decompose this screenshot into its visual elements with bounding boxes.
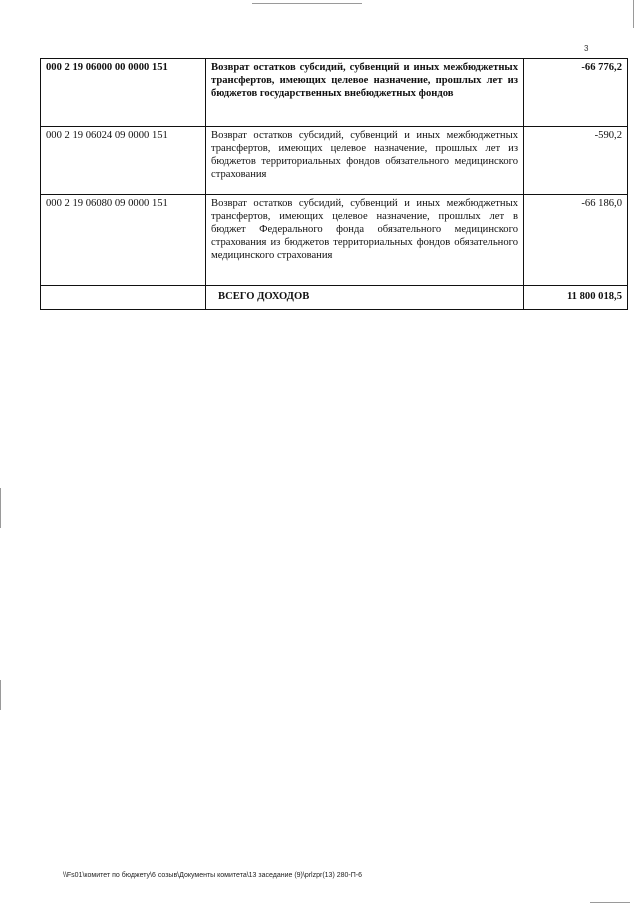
- amount-cell: -66 776,2: [524, 59, 628, 127]
- amount-cell: -66 186,0: [524, 195, 628, 286]
- amount-cell: -590,2: [524, 127, 628, 195]
- revenue-name-cell: Возврат остатков субсидий, субвенций и иных межбюджетных трансфертов, имеющих целевое назначение, прошлых лет из бюджетов государственных внебюджетных фондов: [206, 59, 524, 127]
- revenue-name-cell: Возврат остатков субсидий, субвенций и иных межбюджетных трансфертов, имеющих целевое назначение, прошлых лет в бюджет Федерального фонда обязательного медицинского страхования из бюджетов территориальных фондов обязательного медицинского страхования: [206, 195, 524, 286]
- total-amount: 11 800 018,5: [524, 286, 628, 310]
- table-row: [41, 59, 628, 127]
- scan-artifact-left: [0, 488, 1, 528]
- scan-artifact-top: [252, 3, 362, 4]
- budget-code-cell: 000 2 19 06000 00 0000 151: [41, 59, 206, 127]
- table-row: [41, 127, 628, 195]
- total-row: [41, 286, 628, 310]
- scan-artifact-bottom: [590, 902, 630, 903]
- footer-file-path: \\Fs01\комитет по бюджету\6 созыв\Документы комитета\13 заседание (9)\prlzpr(13) 280-П-6: [63, 872, 362, 879]
- total-label: ВСЕГО ДОХОДОВ: [206, 286, 524, 310]
- revenue-table: [40, 58, 628, 310]
- table-row: [41, 195, 628, 286]
- revenue-name-cell: Возврат остатков субсидий, субвенций и иных межбюджетных трансфертов, имеющих целевое назначение, прошлых лет из бюджетов территориальных фондов обязательного медицинского страхования: [206, 127, 524, 195]
- scan-artifact-left-lower: [0, 680, 1, 710]
- page-number: 3: [584, 44, 589, 53]
- budget-code-cell: 000 2 19 06024 09 0000 151: [41, 127, 206, 195]
- scan-artifact-right-top: [633, 0, 634, 28]
- budget-code-cell: 000 2 19 06080 09 0000 151: [41, 195, 206, 286]
- total-empty-cell: [41, 286, 206, 310]
